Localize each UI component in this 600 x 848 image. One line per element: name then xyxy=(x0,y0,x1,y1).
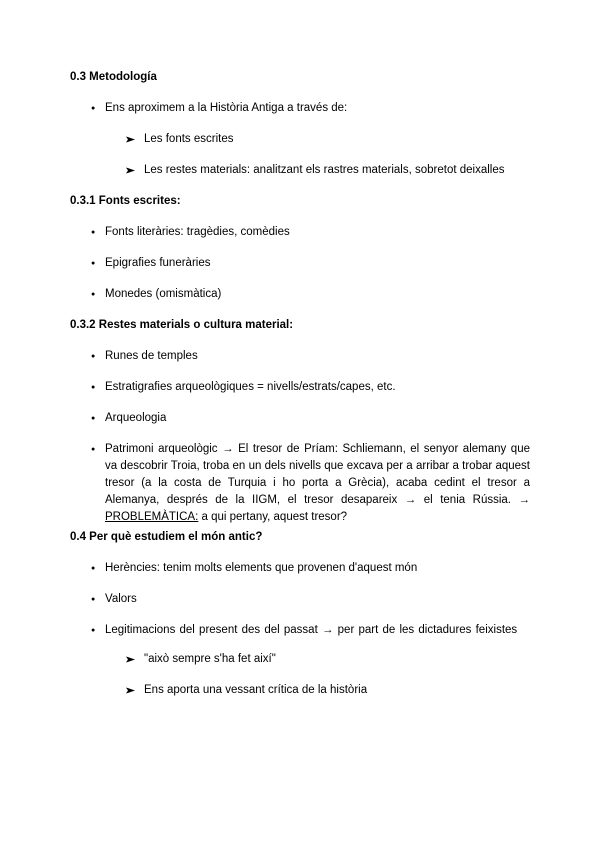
sub-bullet-item-text: Les fonts escrites xyxy=(144,133,234,145)
paragraph-text-underlined: PROBLEMÀTICA: xyxy=(105,511,199,523)
bullet-item xyxy=(70,410,530,427)
bullet-item-text: Arqueologia xyxy=(105,412,167,424)
paragraph-text: Legitimacions del present des del passat → per part de les dictadures feixistes xyxy=(105,624,518,636)
bullet-dot-icon: ● xyxy=(91,105,96,112)
bullet-item-text: Runes de temples xyxy=(105,350,198,362)
sub-bullet-item-text: Ens aporta una vessant crítica de la història xyxy=(144,684,368,696)
bullet-dot-icon: ● xyxy=(91,565,96,572)
bullet-item xyxy=(70,255,530,272)
bullet-item xyxy=(70,560,530,577)
bullet-item xyxy=(70,379,530,396)
bullet-item-text: Valors xyxy=(105,593,137,605)
bullet-dot-icon: ● xyxy=(91,384,96,391)
section-heading: 0.4 Per què estudiem el món antic? xyxy=(70,531,263,543)
paragraph-text-post: a qui pertany, aquest tresor? xyxy=(198,511,348,523)
bullet-item xyxy=(70,100,530,117)
bullet-item-text: Epigrafies funeràries xyxy=(105,257,211,269)
bullet-item-text: Estratigrafies arqueològiques = nivells/estrats/capes, etc. xyxy=(105,381,396,393)
arrow-bullet-icon xyxy=(126,687,135,695)
sub-bullet-item xyxy=(70,162,545,179)
section-heading: 0.3.2 Restes materials o cultura material: xyxy=(70,319,294,331)
bullet-dot-icon: ● xyxy=(91,596,96,603)
bullet-item-text: Herències: tenim molts elements que provenen d'aquest món xyxy=(105,562,418,574)
sub-bullet-item xyxy=(70,651,545,668)
bullet-dot-icon: ● xyxy=(91,260,96,267)
bullet-item-text: Ens aproximem a la Història Antiga a través de: xyxy=(105,102,348,114)
bullet-item xyxy=(70,348,530,365)
bullet-dot-icon: ● xyxy=(91,291,96,298)
arrow-bullet-icon xyxy=(126,656,135,664)
arrow-bullet-icon xyxy=(126,167,135,175)
sub-bullet-item xyxy=(70,682,545,699)
bullet-dot-icon: ● xyxy=(91,446,96,453)
bullet-item-text: Fonts literàries: tragèdies, comèdies xyxy=(105,226,290,238)
paragraph-bullet-item xyxy=(70,622,530,639)
bullet-item-text: Monedes (omismàtica) xyxy=(105,288,222,300)
bullet-dot-icon: ● xyxy=(91,353,96,360)
sub-bullet-item-text: "això sempre s'ha fet així" xyxy=(144,653,276,665)
section-heading: 0.3 Metodología xyxy=(70,71,157,83)
bullet-item xyxy=(70,286,530,303)
sub-bullet-item-text: Les restes materials: analitzant els rastres materials, sobretot deixalles xyxy=(144,164,505,176)
bullet-dot-icon: ● xyxy=(91,229,96,236)
bullet-dot-icon: ● xyxy=(91,415,96,422)
paragraph-bullet-item xyxy=(70,441,530,526)
bullet-item xyxy=(70,224,530,241)
bullet-item xyxy=(70,591,530,608)
arrow-bullet-icon xyxy=(126,136,135,144)
document-content xyxy=(70,69,530,699)
paragraph-text-pre: Patrimoni arqueològic → El tresor de Príam: Schliemann, el senyor alemany que va descobrir Troia, troba en un dels nivells que excava per a arribar a trobar aquest tresor (a la costa de Turquia i ho porta a Grècia), acaba cedint el tresor a Alemanya, després de la IIGM, el tresor desapareix → el tenia Rússia. → xyxy=(105,443,530,506)
section-heading: 0.3.1 Fonts escrites: xyxy=(70,195,181,207)
sub-bullet-item xyxy=(70,131,545,148)
bullet-dot-icon: ● xyxy=(91,627,96,634)
